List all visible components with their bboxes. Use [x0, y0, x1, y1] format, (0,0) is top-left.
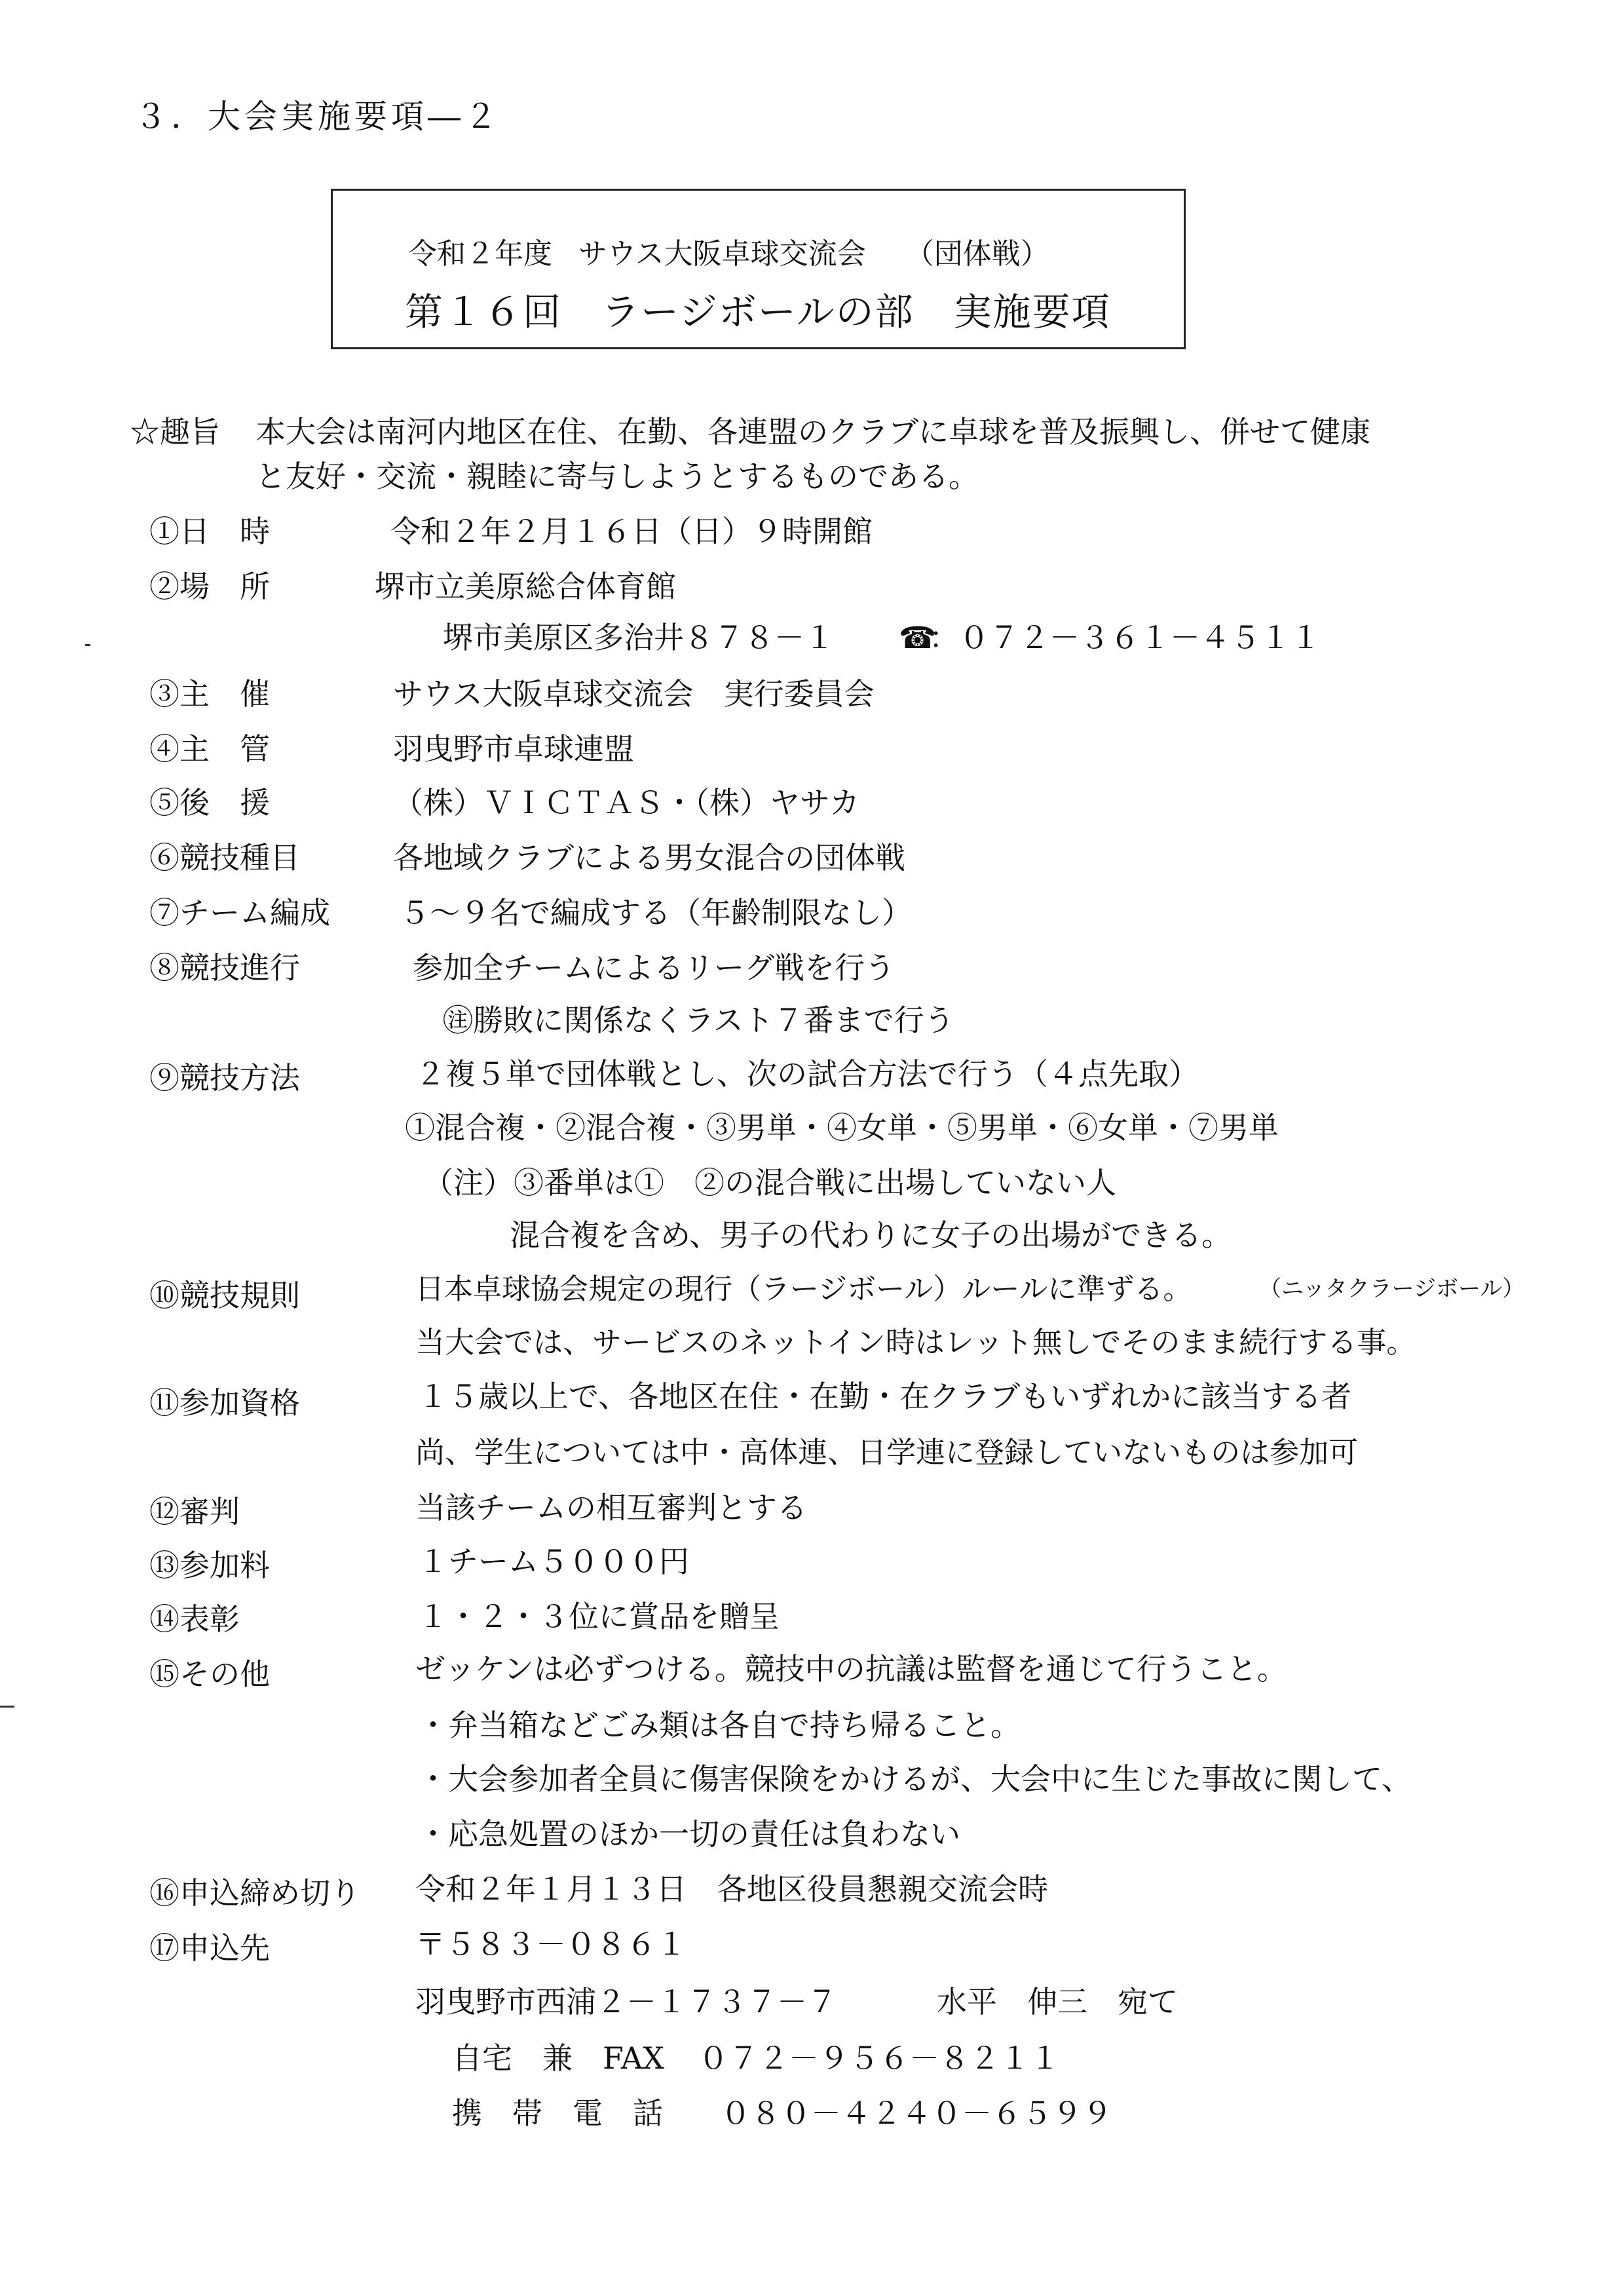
team-label: ⑦チーム編成	[149, 895, 330, 930]
progress-value: 参加全チームによるリーグ戦を行う	[413, 950, 895, 985]
fee-value: １チーム５０００円	[418, 1544, 689, 1579]
support-value: （株）ＶＩＣＴＡＳ・（株）ヤサカ	[393, 785, 860, 820]
eligibility-value: １５歳以上で、各地区在住・在勤・在クラブもいずれかに該当する者	[418, 1379, 1352, 1414]
event-label: ⑥競技種目	[149, 840, 300, 875]
method-value: ２複５単で団体戦とし、次の試合方法で行う（４点先取）	[415, 1056, 1199, 1092]
rules-line2: 当大会では、サービスのネットイン時はレット無しでそのまま続行する事。	[415, 1325, 1416, 1360]
progress-note: ㊟勝敗に関係なくラスト７番まで行う	[443, 1003, 954, 1038]
title-year: 令和２年度	[408, 237, 552, 271]
fee-label: ⑬参加料	[149, 1548, 270, 1583]
award-label: ⑭表彰	[149, 1601, 240, 1637]
apply-mobile: ０８０－４２４０－６５９９	[721, 2095, 1112, 2131]
rules-value: 日本卓球協会規定の現行（ラージボール）ルールに準ずる。	[415, 1272, 1192, 1306]
rules-label: ⑩競技規則	[149, 1278, 300, 1313]
title-line1	[408, 230, 1049, 272]
method-label: ⑨競技方法	[149, 1060, 300, 1096]
title-event-name: サウス大阪卓球交流会	[578, 237, 866, 271]
date-value: 令和２年２月１６日（日）９時開館	[390, 514, 873, 549]
other-line3: ・大会参加者全員に傷害保険をかけるが、大会中に生じた事故に関して、	[418, 1761, 1412, 1797]
apply-fax: ０７２－９５６－８２１１	[698, 2040, 1060, 2076]
host-label: ③主 催	[149, 676, 270, 712]
place-address: 堺市美原区多治井８７８－１	[443, 620, 835, 655]
title-box	[331, 189, 1186, 349]
other-line4: ・応急処置のほか一切の責任は負わない	[418, 1816, 960, 1852]
organizer-label: ④主 管	[149, 731, 270, 767]
apply-fax-label: 自宅 兼 FAX	[452, 2040, 664, 2076]
place-tel: ：０７２－３６１－４５１１	[929, 620, 1321, 655]
apply-postal: 〒５８３－０８６１	[415, 1926, 687, 1962]
purpose-label: ☆趣旨	[130, 414, 220, 450]
scan-mark	[85, 644, 90, 646]
apply-name: 水平 伸三 宛て	[937, 1984, 1178, 2019]
purpose-line2: と友好・交流・親睦に寄与しようとするものである。	[255, 459, 979, 494]
rules-ball: （ニッタクラージボール）	[1259, 1276, 1525, 1302]
other-label: ⑮その他	[149, 1656, 270, 1692]
apply-mobile-label: 携 帯 電 話	[452, 2095, 663, 2131]
team-value: ５～９名で編成する（年齢制限なし）	[400, 895, 912, 930]
award-value: １・２・３位に賞品を贈呈	[418, 1599, 780, 1634]
place-value: 堺市立美原総合体育館	[375, 569, 676, 604]
method-note1: （注）③番単は① ②の混合戦に出場していない人	[423, 1165, 1116, 1200]
place-label: ②場 所	[149, 569, 270, 604]
referee-value: 当該チームの相互審判とする	[415, 1490, 807, 1525]
referee-label: ⑫審判	[149, 1494, 240, 1529]
scan-mark	[0, 1706, 14, 1708]
method-order: ①混合複・②混合複・③男単・④女単・⑤男単・⑥女単・⑦男単	[405, 1110, 1279, 1145]
purpose-line1: 本大会は南河内地区在住、在勤、各連盟のクラブに卓球を普及振興し、併せて健康	[255, 414, 1370, 450]
apply-address: 羽曳野市西浦２－１７３７－７	[415, 1984, 837, 2019]
method-note2: 混合複を含め、男子の代わりに女子の出場ができる。	[510, 1217, 1232, 1253]
other-line2: ・弁当箱などごみ類は各自で持ち帰ること。	[418, 1708, 1021, 1743]
eligibility-line2: 尚、学生については中・高体連、日学連に登録していないものは参加可	[415, 1435, 1359, 1470]
apply-label: ⑰申込先	[149, 1930, 270, 1966]
title-format: （団体戦）	[905, 237, 1049, 271]
section-title: ３．大会実施要項―２	[134, 98, 501, 136]
phone-icon: ☎	[899, 620, 937, 655]
event-value: 各地域クラブによる男女混合の団体戦	[393, 840, 905, 875]
host-value: サウス大阪卓球交流会 実行委員会	[393, 676, 875, 712]
date-label: ①日 時	[149, 514, 270, 549]
progress-label: ⑧競技進行	[149, 950, 300, 985]
organizer-value: 羽曳野市卓球連盟	[393, 731, 634, 767]
title-main: 第１６回 ラージボールの部 実施要項	[405, 290, 1111, 334]
deadline-label: ⑯申込締め切り	[149, 1875, 360, 1911]
support-label: ⑤後 援	[149, 785, 270, 820]
eligibility-label: ⑪参加資格	[149, 1385, 300, 1421]
deadline-value: 令和２年１月１３日 各地区役員懇親交流会時	[415, 1871, 1048, 1907]
other-line1: ゼッケンは必ずつける。競技中の抗議は監督を通じて行うこと。	[415, 1651, 1287, 1687]
